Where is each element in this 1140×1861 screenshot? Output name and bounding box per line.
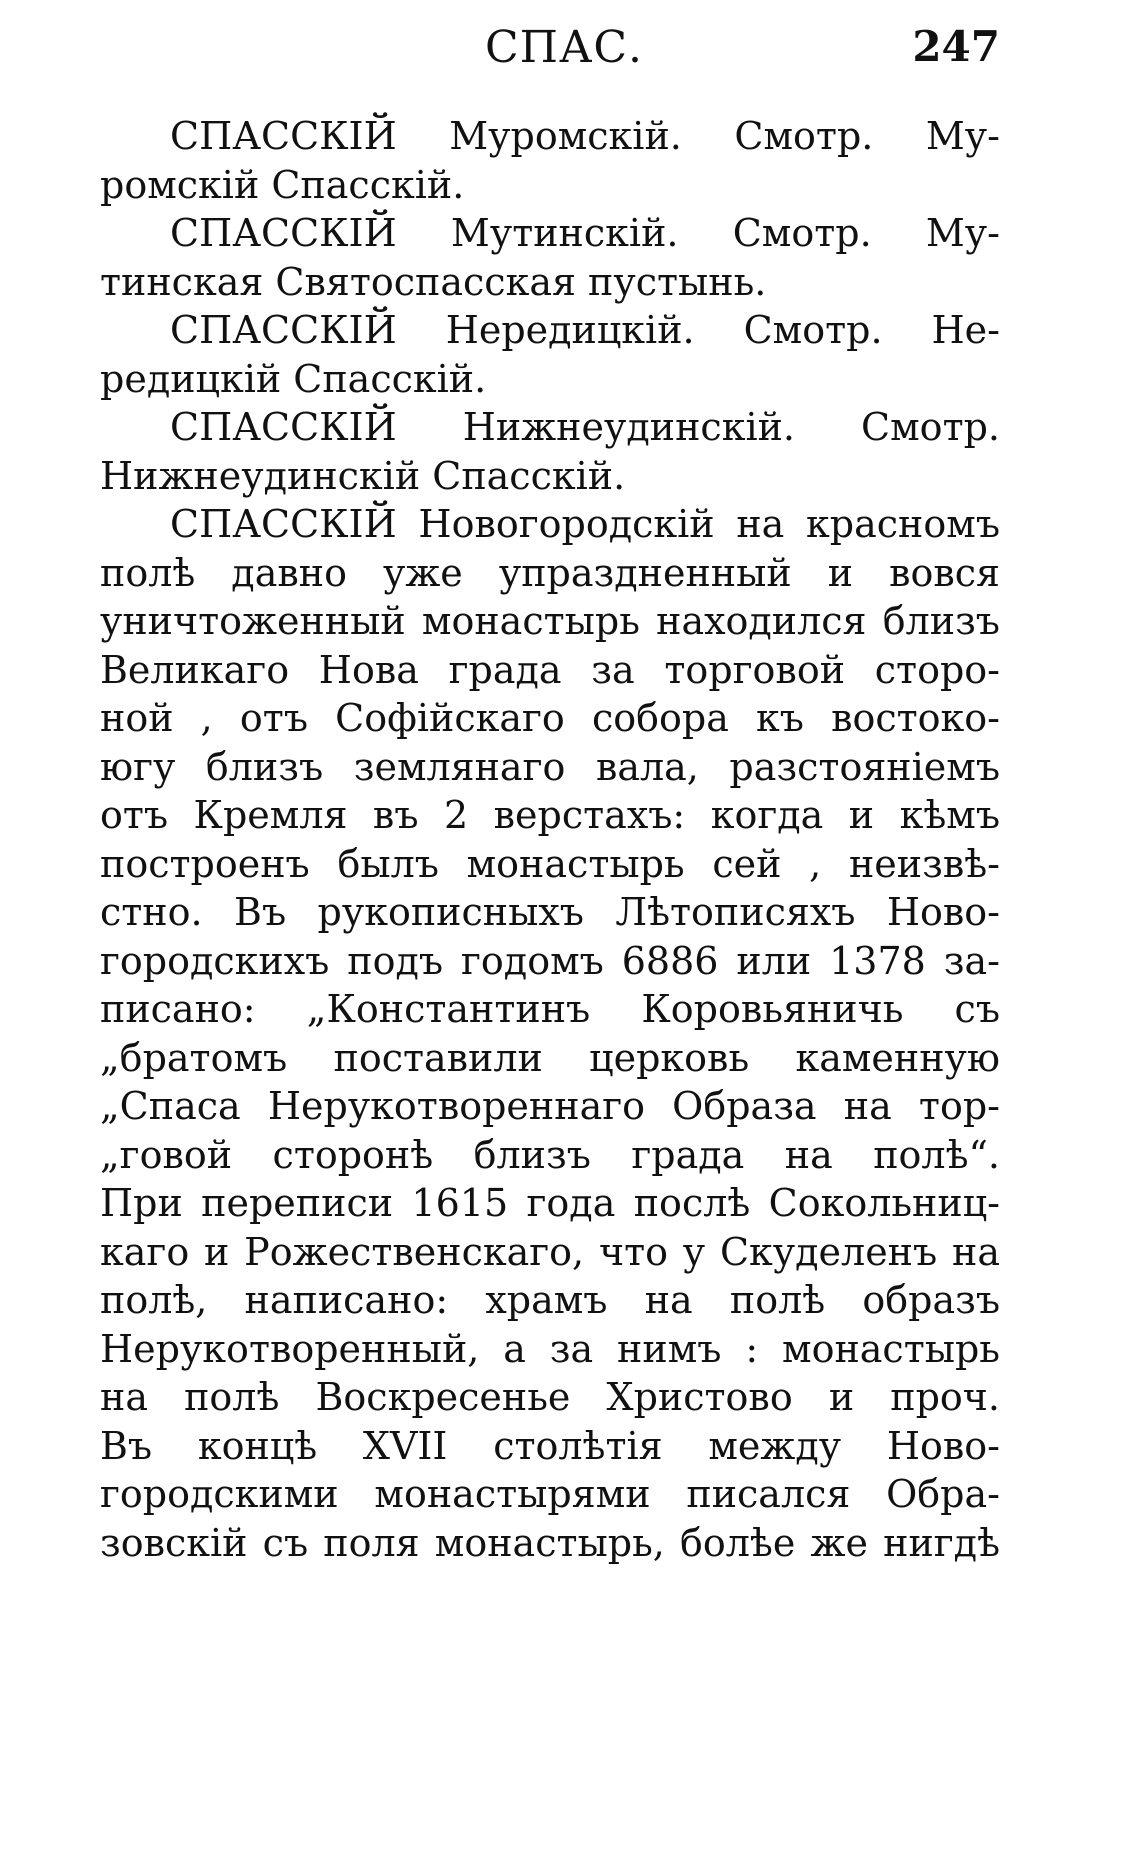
text-line: СПАССКІЙ Новогородскій на красномъ	[170, 502, 1000, 546]
text-line: городскими монастырями писался Обра-	[100, 1472, 1000, 1516]
text-line: зовскій съ поля монастырь, болѣе же нигдѣ	[100, 1520, 1000, 1565]
page-number: 247	[912, 22, 1000, 71]
page-header	[100, 22, 1000, 82]
text-line: ной , отъ Софійскаго собора къ востоко-	[100, 696, 1000, 740]
text-line: Нерукотворенный, а за нимъ : монастырь	[100, 1326, 1000, 1371]
running-head: СПАС.	[485, 22, 644, 73]
text-line: югу близъ землянаго вала, разстояніемъ	[100, 744, 1000, 789]
text-line: городскихъ подъ годомъ 6886 или 1378 за-	[100, 938, 1000, 983]
text-line: на полѣ Воскресенье Христово и проч.	[100, 1375, 1000, 1419]
text-line: „говой сторонѣ близъ града на полѣ“.	[100, 1132, 1000, 1177]
text-line: тинская Святоспасская пустынь.	[100, 259, 767, 304]
text-line: СПАССКІЙ Мутинскій. Смотр. Му-	[170, 211, 1000, 255]
text-line: При переписи 1615 года послѣ Сокольниц-	[100, 1181, 1000, 1225]
text-line: Нижнеудинскій Спасскій.	[100, 453, 626, 498]
text-line: ромскій Спасскій.	[100, 162, 465, 207]
text-line: СПАССКІЙ Нередицкій. Смотр. Не-	[170, 308, 1000, 352]
text-line: полѣ, написано: храмъ на полѣ образъ	[100, 1278, 1000, 1322]
text-line: уничтоженный монастырь находился близъ	[100, 599, 1000, 643]
text-line: писано: „Константинъ Коровьяничь съ	[100, 987, 1000, 1031]
main-text	[100, 112, 1000, 1567]
text-line: стно. Въ рукописныхъ Лѣтописяхъ Ново-	[100, 890, 1000, 934]
text-line: „братомъ поставили церковь каменную	[100, 1035, 1000, 1080]
text-line: отъ Кремля въ 2 верстахъ: когда и кѣмъ	[100, 793, 1000, 837]
text-line: СПАССКІЙ Муромскій. Смотр. Му-	[170, 114, 1000, 158]
text-line: „Спаса Нерукотвореннаго Образа на тор-	[100, 1084, 1000, 1128]
text-line: Великаго Нова града за торговой сторо-	[100, 647, 1000, 692]
text-line: каго и Рожественскаго, что у Скуделенъ на	[100, 1229, 1000, 1274]
text-line: полѣ давно уже упраздненный и вовся	[100, 550, 1000, 595]
text-line: Въ концѣ XVII столѣтія между Ново-	[100, 1423, 1000, 1468]
text-line: построенъ былъ монастырь сей , неизвѣ-	[100, 841, 1000, 886]
text-line: редицкій Спасскій.	[100, 356, 487, 401]
text-line: СПАССКІЙ Нижнеудинскій. Смотр.	[170, 405, 1000, 449]
